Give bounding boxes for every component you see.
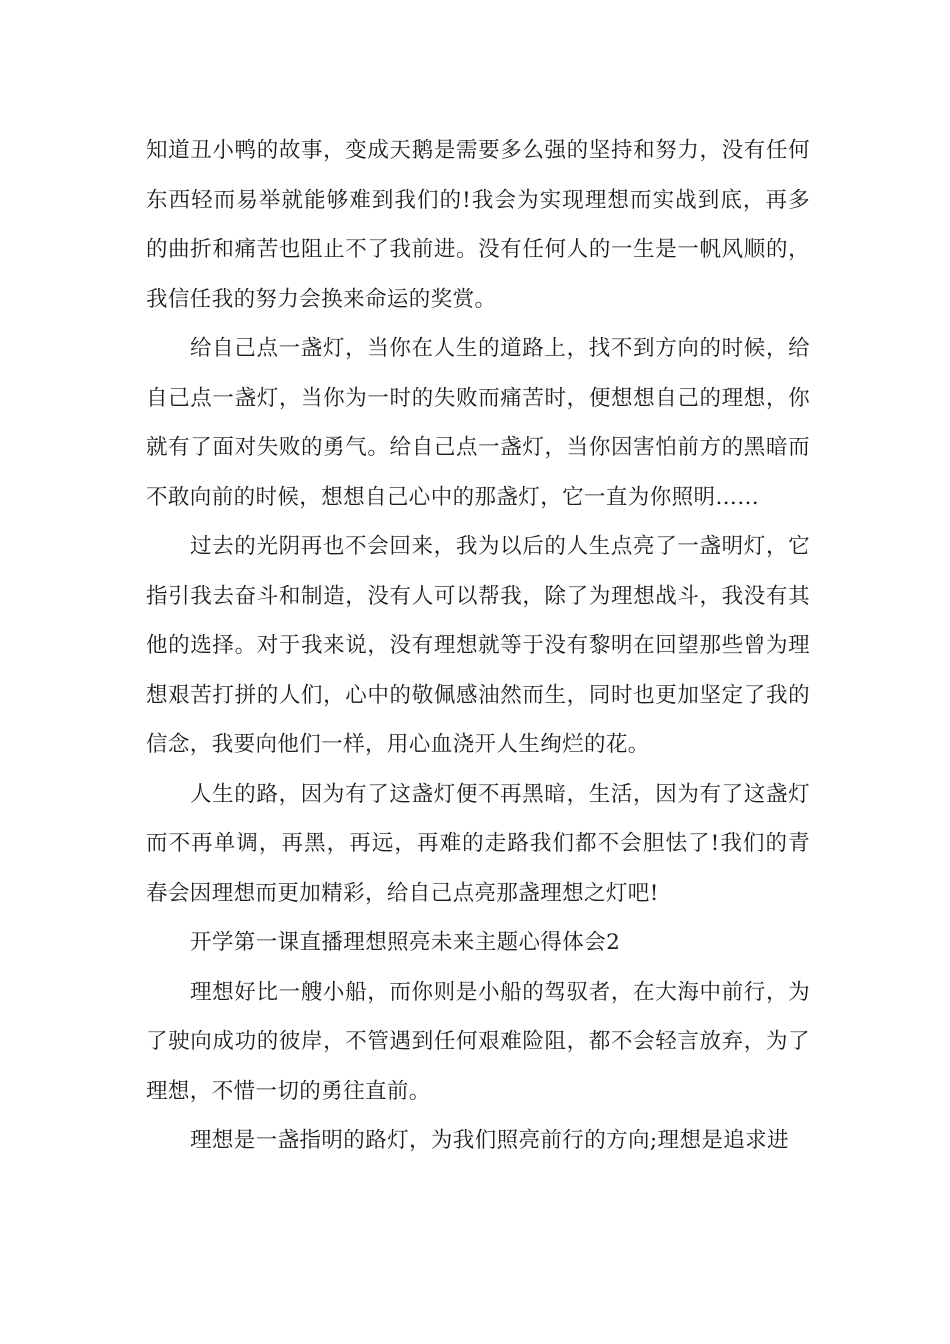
document-body — [146, 126, 810, 1166]
section-heading: 开学第一课直播理想照亮未来主题心得体会2 — [190, 930, 621, 955]
paragraph-light-a-lamp: 给自己点一盏灯，当你在人生的道路上，找不到方向的时候，给自己点一盏灯，当你为一时的失败而痛苦时，便想想自己的理想，你就有了面对失败的勇气。给自己点一盏灯，当你因害怕前方的黑暗而不敢向前的时候，想想自己心中的那盏灯，它一直为你照明…… — [146, 336, 810, 510]
paragraph-past-time: 过去的光阴再也不会回来，我为以后的人生点亮了一盏明灯，它指引我去奋斗和制造，没有人可以帮我，除了为理想战斗，我没有其他的选择。对于我来说，没有理想就等于没有黎明在回望那些曾为理想艰苦打拼的人们，心中的敬佩感油然而生，同时也更加坚定了我的信念，我要向他们一样，用心血浇开人生绚烂的花。 — [146, 534, 810, 757]
paragraph-ideal-lamp: 理想是一盏指明的路灯，为我们照亮前行的方向;理想是追求进 — [190, 1128, 789, 1153]
paragraph-continuation: 知道丑小鸭的故事，变成天鹅是需要多么强的坚持和努力，没有任何东西轻而易举就能够难到我们的!我会为实现理想而实战到底，再多的曲折和痛苦也阻止不了我前进。没有任何人的一生是一帆风顺的，我信任我的努力会换来命运的奖赏。 — [146, 138, 810, 312]
paragraph-ideal-boat: 理想好比一艘小船，而你则是小船的驾驭者，在大海中前行，为了驶向成功的彼岸，不管遇到任何艰难险阻，都不会轻言放弃，为了理想，不惜一切的勇往直前。 — [146, 979, 810, 1104]
paragraph-life-road: 人生的路，因为有了这盏灯便不再黑暗，生活，因为有了这盏灯而不再单调，再黑，再远，再难的走路我们都不会胆怯了!我们的青春会因理想而更加精彩，给自己点亮那盏理想之灯吧! — [146, 781, 810, 906]
